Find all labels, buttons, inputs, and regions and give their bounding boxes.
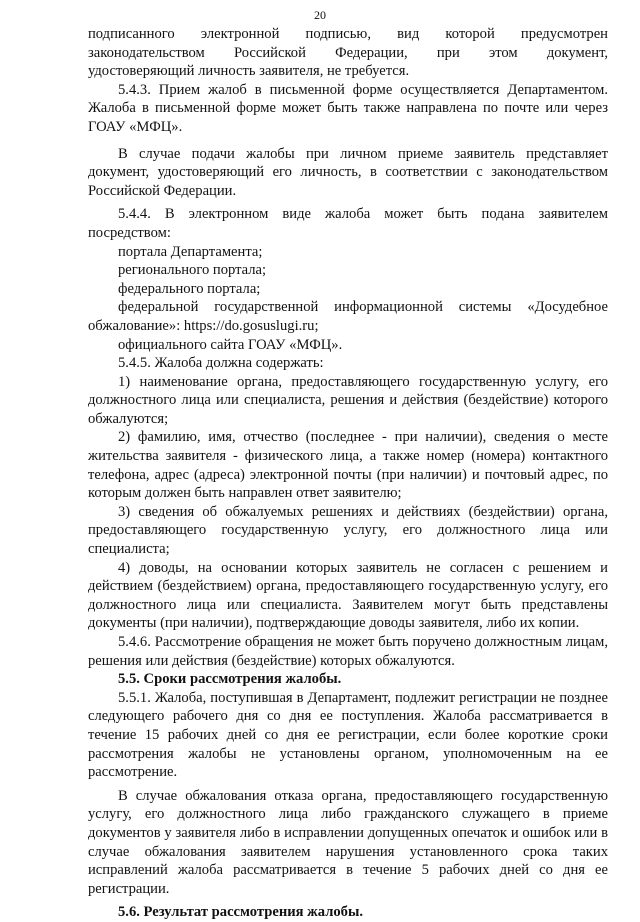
page-number: 20: [314, 8, 326, 22]
paragraph-5-4-4: 5.4.4. В электронном виде жалоба может быть подана заявителем посредством:: [88, 206, 608, 241]
list-item: регионального портала;: [118, 262, 267, 279]
requirement-item-4: 4) доводы, на основании которых заявитель не согласен с решением и действием (бездействием) органа, предоставляющего государственную услугу, его должностного лица или специалиста. Заявителем могут быть представлены документы (при наличии), подтверждающие доводы заявителя, либо их копии.: [88, 559, 608, 632]
section-heading-5-5: 5.5. Сроки рассмотрения жалобы.: [118, 671, 342, 688]
paragraph-5-4-3: 5.4.3. Прием жалоб в письменной форме осуществляется Департаментом. Жалоба в письменной форме может быть также направлена по почте или через ГОАУ «МФЦ».: [88, 81, 608, 135]
paragraph-5-5-1: 5.5.1. Жалоба, поступившая в Департамент, подлежит регистрации не позднее следующего рабочего дня со дня ее поступления. Жалоба рассматривается в течение 15 рабочих дней со дня ее регистрации, если более короткие сроки рассмотрения жалобы не установлены органом, уполномоченным на ее рассмотрение.: [88, 689, 608, 781]
document-body: [88, 25, 608, 922]
list-item: федеральной государственной информационной системы «Досудебное обжалование»: https://do.gosuslugi.ru;: [88, 299, 608, 334]
requirement-item-3: 3) сведения об обжалуемых решениях и действиях (бездействии) органа, предоставляющего государственную услугу, его должностного лица или специалиста;: [88, 503, 608, 558]
section-heading-5-6: 5.6. Результат рассмотрения жалобы.: [118, 904, 364, 921]
requirement-item-1: 1) наименование органа, предоставляющего государственную услугу, его должностного лица или специалиста, решения и действия (бездействие) которого обжалуются;: [88, 373, 608, 427]
paragraph-personal-reception: В случае подачи жалобы при личном приеме заявитель представляет документ, удостоверяющий его личность, в соответствии с законодательством Российской Федерации.: [88, 145, 608, 199]
list-item: федерального портала;: [118, 280, 261, 297]
list-item: портала Департамента;: [118, 243, 263, 260]
paragraph-refusal-appeal: В случае обжалования отказа органа, предоставляющего государственную услугу, его должностного лица либо гражданского служащего в приеме документов у заявителя либо в исправлении допущенных опечаток и ошибок или в случае обжалования заявителем нарушения установленного срока таких исправлений жалоба рассматривается в течение 5 рабочих дней со дня ее регистрации.: [88, 787, 608, 897]
paragraph-continuation: подписанного электронной подписью, вид которой предусмотрен законодательством Российской Федерации, при этом документ,: [88, 26, 608, 61]
paragraph-continuation-end: удостоверяющий личность заявителя, не требуется.: [88, 63, 410, 80]
requirement-item-2: 2) фамилию, имя, отчество (последнее - при наличии), сведения о месте жительства заявителя - физического лица, а также номер (номера) контактного телефона, адрес (адреса) электронной почты (при наличии) и почтовый адрес, по которым должен быть направлен ответ заявителю;: [88, 429, 608, 502]
paragraph-5-4-6: 5.4.6. Рассмотрение обращения не может быть поручено должностным лицам, решения или действия (бездействие) которых обжалуются.: [88, 634, 608, 669]
paragraph-5-4-5: 5.4.5. Жалоба должна содержать:: [118, 355, 324, 372]
list-item: официального сайта ГОАУ «МФЦ».: [118, 336, 343, 353]
